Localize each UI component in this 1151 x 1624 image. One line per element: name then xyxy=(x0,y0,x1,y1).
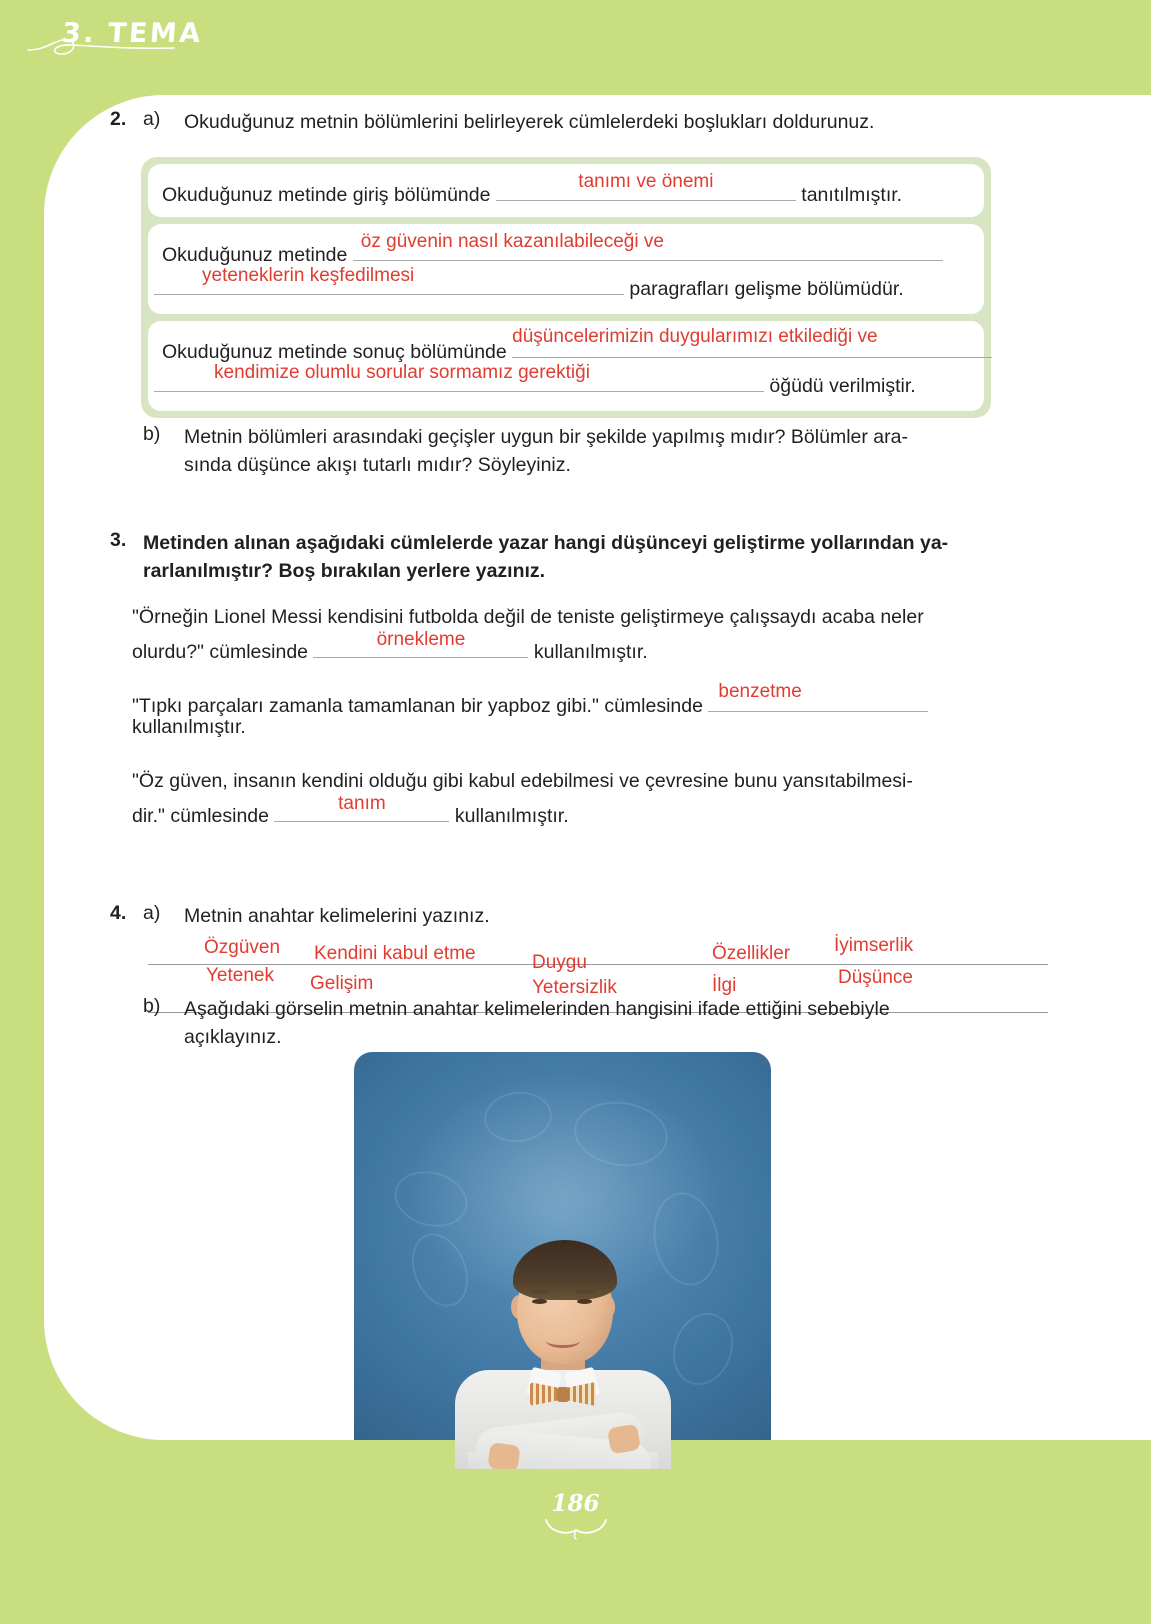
row-1-answer-blank[interactable] xyxy=(496,171,796,201)
question-3-item-2-line-1 xyxy=(132,681,928,720)
page-header-band xyxy=(0,0,1151,95)
fill-in-row-1-text xyxy=(162,171,970,210)
fill-in-row-2 xyxy=(148,224,984,314)
question-3-prompt-line-2: rarlanılmıştır? Boş bırakılan yerlere yazınız. xyxy=(143,560,546,582)
question-2a-label: a) xyxy=(143,108,161,130)
fill-in-row-3 xyxy=(148,321,984,411)
row-3-tail-text: öğüdü verilmiştir. xyxy=(769,375,916,397)
item-2-answer: benzetme xyxy=(718,681,802,702)
keyword-row1-item-5[interactable]: İyimserlik xyxy=(834,935,914,956)
item-3-tail-text: kullanılmıştır. xyxy=(454,805,569,827)
item-1-tail-text: kullanılmıştır. xyxy=(533,641,648,663)
question-4b-prompt-line-1: Aşağıdaki görselin metnin anahtar kelimelerinden hangisini ifade ettiğini sebebiyle xyxy=(184,998,890,1020)
question-3-item-1-line-1: "Örneğin Lionel Messi kendisini futbolda değil de teniste geliştirmeye çalışsaydı acaba neler xyxy=(132,606,924,628)
content-sheet xyxy=(44,95,1151,1440)
row-3-answer-2: kendimize olumlu sorular sormamız gerektiği xyxy=(214,362,590,383)
chalk-smudge-3 xyxy=(570,1096,672,1172)
boy-eye-right xyxy=(577,1299,592,1304)
row-2-tail-text: paragrafları gelişme bölümüdür. xyxy=(629,278,904,300)
row-1-tail-text: tanıtılmıştır. xyxy=(801,184,903,206)
row-3-answer-blank-2[interactable] xyxy=(154,362,764,392)
fill-in-row-2-line-2 xyxy=(162,265,970,302)
boy-hair xyxy=(513,1240,617,1300)
row-2-answer-2: yeteneklerin keşfedilmesi xyxy=(202,265,415,286)
chalk-smudge-5 xyxy=(482,1089,555,1146)
boy-hand-left xyxy=(606,1424,640,1455)
question-3-prompt-line-1: Metinden alınan aşağıdaki cümlelerde yazar hangi düşünceyi geliştirme yollarından ya- xyxy=(143,532,949,554)
row-3-answer-1: düşüncelerimizin duygularımızı etkilediği ve xyxy=(512,326,878,347)
row-3-answer-blank-1[interactable] xyxy=(512,326,992,358)
row-2-answer-1: öz güvenin nasıl kazanılabileceği ve xyxy=(360,231,664,252)
item-1-lead-text: olurdu?" cümlesinde xyxy=(132,641,309,663)
fill-in-row-1 xyxy=(148,164,984,217)
boy-eyebrow-left xyxy=(530,1290,549,1293)
boy-hand-right xyxy=(487,1442,520,1469)
question-2a-prompt: Okuduğunuz metnin bölümlerini belirleyerek cümlelerdeki boşlukları doldurunuz. xyxy=(184,111,875,133)
bow-tie-wing-right xyxy=(567,1382,596,1406)
question-2-number: 2. xyxy=(110,108,127,130)
chalk-smudge-1 xyxy=(388,1163,473,1234)
item-3-lead-text: dir." cümlesinde xyxy=(132,805,269,827)
keyword-row2-item-4[interactable]: İlgi xyxy=(712,975,737,996)
question-3-item-1-line-2 xyxy=(132,631,648,666)
item-3-answer-blank[interactable] xyxy=(274,795,449,822)
row-2-answer-blank-1[interactable] xyxy=(353,231,943,261)
question-2b-prompt-line-2: sında düşünce akışı tutarlı mıdır? Söyleyiniz. xyxy=(184,454,571,476)
question-2b-prompt-line-1: Metnin bölümleri arasındaki geçişler uygun bir şekilde yapılmış mıdır? Bölümler ara- xyxy=(184,426,908,448)
fill-in-panel xyxy=(141,157,991,418)
question-4b-label: b) xyxy=(143,995,161,1017)
question-3-item-3-line-2 xyxy=(132,795,569,830)
keyword-row1-item-3[interactable]: Duygu xyxy=(532,952,587,973)
keyword-row2-item-1[interactable]: Yetenek xyxy=(206,965,274,986)
bow-tie-knot xyxy=(557,1387,569,1402)
boy-confidence-photo xyxy=(354,1052,771,1469)
keyword-rule-1 xyxy=(148,964,1048,965)
row-1-answer: tanımı ve önemi xyxy=(578,171,714,192)
item-1-answer-blank[interactable] xyxy=(313,631,528,658)
keyword-row1-item-4[interactable]: Özellikler xyxy=(712,943,791,964)
content-area xyxy=(44,95,1151,1440)
question-4a-prompt: Metnin anahtar kelimelerini yazınız. xyxy=(184,905,490,927)
page-number: 186 xyxy=(551,1490,600,1517)
row-2-lead-text: Okuduğunuz metinde xyxy=(162,244,348,266)
keyword-row1-item-2[interactable]: Kendini kabul etme xyxy=(314,943,476,964)
theme-title: 3. TEMA xyxy=(60,18,204,49)
page-number-flourish xyxy=(540,1516,612,1540)
chalk-smudge-4 xyxy=(646,1187,725,1291)
question-3-number: 3. xyxy=(110,529,127,551)
question-2b-label: b) xyxy=(143,423,161,445)
row-1-lead-text: Okuduğunuz metinde giriş bölümünde xyxy=(162,184,491,206)
keyword-row2-item-3[interactable]: Yetersizlik xyxy=(532,977,617,998)
keyword-row1-item-1[interactable]: Özgüven xyxy=(204,937,281,958)
boy-eyebrow-right xyxy=(575,1290,594,1293)
keyword-row2-item-5[interactable]: Düşünce xyxy=(838,967,913,988)
boy-smile xyxy=(546,1334,580,1348)
photo-background xyxy=(354,1052,771,1469)
bow-tie-wing-left xyxy=(530,1382,559,1406)
question-4-number: 4. xyxy=(110,902,127,924)
item-1-answer: örnekleme xyxy=(376,629,466,650)
boy-bow-tie xyxy=(530,1382,596,1406)
chalk-smudge-2 xyxy=(402,1225,479,1315)
item-3-answer: tanım xyxy=(338,793,386,814)
chalk-smudge-6 xyxy=(663,1304,743,1393)
row-2-answer-blank-2[interactable] xyxy=(154,265,624,295)
row-3-lead-text: Okuduğunuz metinde sonuç bölümünde xyxy=(162,341,507,363)
question-3-item-3-line-1: "Öz güven, insanın kendini olduğu gibi kabul edebilmesi ve çevresine bunu yansıtabilmesi- xyxy=(132,770,913,792)
item-2-lead-text: "Tıpkı parçaları zamanla tamamlanan bir yapboz gibi." cümlesinde xyxy=(132,695,703,717)
fill-in-row-3-line-2 xyxy=(162,362,970,399)
question-4a-label: a) xyxy=(143,902,161,924)
question-3-item-2-line-2: kullanılmıştır. xyxy=(132,716,246,738)
boy-eye-left xyxy=(532,1299,547,1304)
keyword-row2-item-2[interactable]: Gelişim xyxy=(310,973,374,994)
item-2-answer-blank[interactable] xyxy=(708,681,928,712)
question-4b-prompt-line-2: açıklayınız. xyxy=(184,1026,282,1048)
